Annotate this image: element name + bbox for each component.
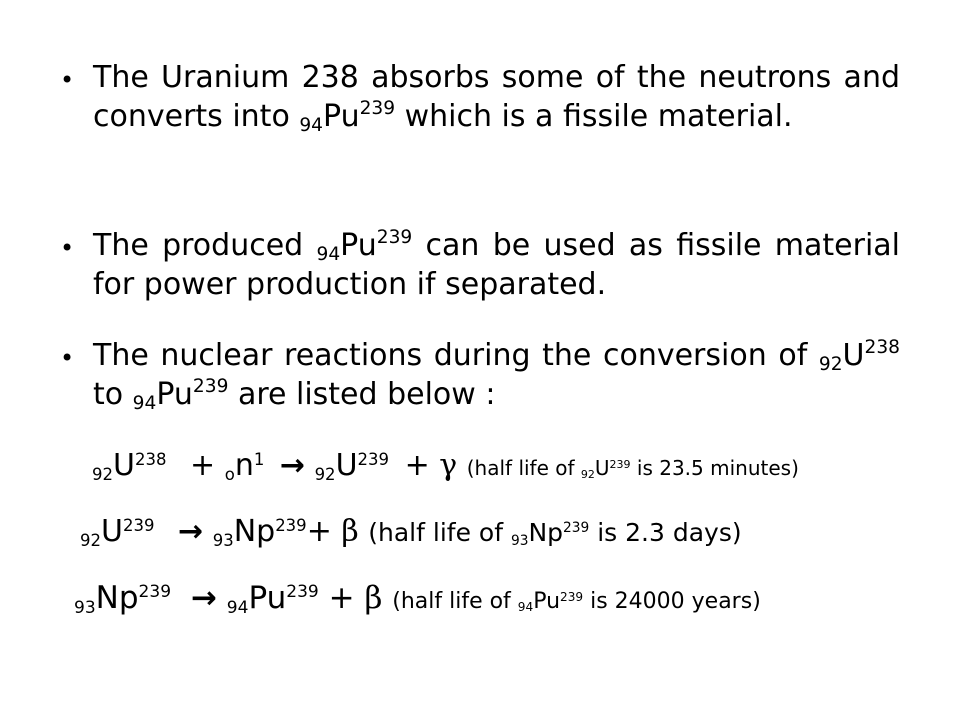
- mass-number: 238: [134, 449, 167, 469]
- atomic-number: 92: [92, 464, 113, 484]
- element-symbol: U: [335, 448, 358, 483]
- element-symbol: n: [234, 448, 254, 483]
- atomic-number: 94: [299, 115, 324, 137]
- element-symbol: U: [113, 448, 135, 483]
- mass-number: 1: [253, 449, 265, 469]
- reaction-3: [74, 580, 761, 617]
- arrow-icon: →: [178, 514, 204, 549]
- element-symbol: Pu: [248, 580, 287, 616]
- reaction-2: [80, 514, 742, 550]
- mass-number: 239: [192, 376, 229, 398]
- element-symbol: Pu: [323, 99, 360, 134]
- arrow-icon: →: [279, 448, 306, 483]
- plus-sign: +: [190, 448, 216, 483]
- atomic-number: 94: [226, 597, 249, 618]
- mass-number: 239: [275, 515, 307, 535]
- gamma-symbol: γ: [439, 448, 458, 483]
- atomic-number: 92: [314, 464, 336, 484]
- element-symbol: Np: [233, 514, 276, 549]
- mass-number: 239: [286, 582, 319, 603]
- mass-number: 239: [138, 582, 172, 603]
- arrow-icon: →: [190, 580, 217, 616]
- atomic-number: o: [224, 464, 235, 484]
- mass-number: 238: [864, 337, 900, 359]
- half-life-note: (half life of $_{92}U^{239}$ is 23.5 minutes): [466, 456, 799, 482]
- bullet-text-2: The produced $_{94}Pu^{239}$ can be used as fissile material for power production if separated.: [93, 227, 901, 302]
- atomic-number: 94: [132, 393, 157, 415]
- atomic-number: 92: [818, 354, 843, 376]
- atomic-number: 93: [74, 597, 96, 618]
- bullet-dot: •: [60, 234, 75, 262]
- bullet-dot: •: [60, 344, 75, 372]
- element-symbol: U: [101, 514, 123, 549]
- mass-number: 239: [357, 449, 390, 469]
- reaction-1: [92, 448, 799, 484]
- atomic-number: 94: [316, 244, 341, 266]
- element-symbol: Pu: [340, 228, 377, 263]
- atomic-number: 93: [212, 530, 234, 550]
- plus-sign: +: [306, 514, 332, 549]
- bullet-dot: •: [60, 66, 75, 94]
- half-life-note: (half life of $_{94}Pu^{239}$ is 24000 years): [392, 589, 761, 615]
- bullet-text-1: The Uranium 238 absorbs some of the neutrons and converts into $_{94}Pu^{239}$ which is a fissile material.: [93, 60, 900, 137]
- beta-symbol: β: [341, 514, 359, 549]
- mass-number: 239: [376, 227, 413, 249]
- mass-number: 239: [122, 515, 155, 535]
- plus-sign: +: [328, 580, 355, 616]
- half-life-note: (half life of $_{93}Np^{239}$ is 2.3 days): [368, 518, 742, 549]
- beta-symbol: β: [364, 580, 383, 616]
- element-symbol: U: [842, 338, 865, 373]
- atomic-number: 92: [80, 530, 101, 550]
- element-symbol: Np: [95, 580, 139, 616]
- bullet-text-3: The nuclear reactions during the conversion of $_{92}U^{238}$ to $_{94}Pu^{239}$ are listed below :: [93, 337, 900, 415]
- plus-sign: +: [404, 448, 430, 483]
- element-symbol: Pu: [156, 377, 193, 412]
- mass-number: 239: [359, 98, 396, 120]
